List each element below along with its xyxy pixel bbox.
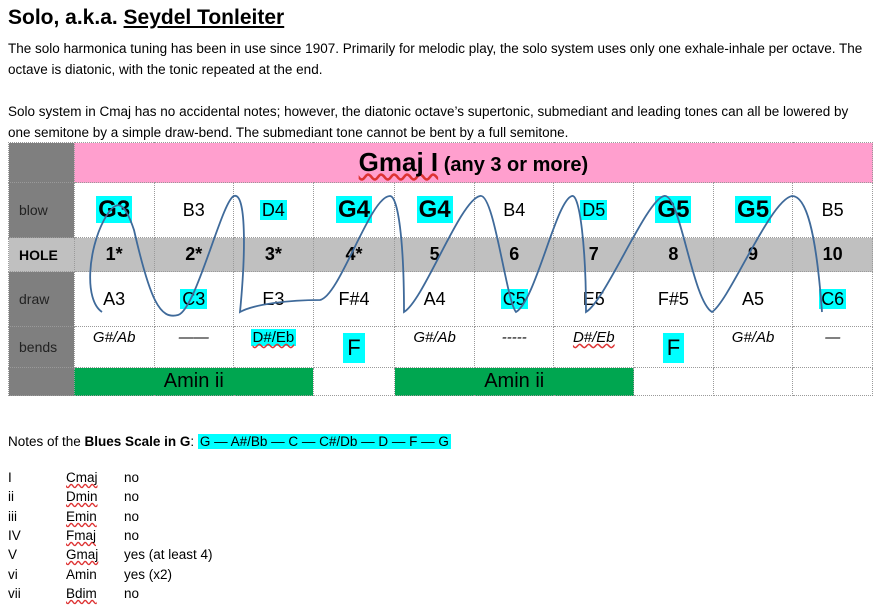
chord-header [74,143,872,183]
hole-cell: 1* [74,238,154,272]
chord-name: Bdim [66,586,97,601]
bend-cell: — [793,327,873,368]
blow-cell: D4 [234,183,314,238]
hole-cell: 6 [474,238,554,272]
bend-cell: F [313,327,395,368]
draw-cell: E5 [554,272,634,327]
bend-paragraph: Solo system in Cmaj has no accidental notes; however, the diatonic octave’s supertonic, submediant and leading tones can all be lowered by one semitone by a simple draw-bend. The submediant tone cannot be bent by a full semitone. [8,104,849,140]
hole-cell: 3* [234,238,314,272]
title-prefix: Solo, a.k.a. [8,6,124,29]
draw-cell: C6 [793,272,873,327]
row-label-hole: HOLE [9,238,75,272]
chord-gap [634,368,714,396]
numeral: I [8,470,12,485]
chord-gap [713,368,793,396]
header-row [9,143,873,183]
blow-cell: B5 [793,183,873,238]
bend-cell: ----- [474,327,554,368]
page-title [8,6,284,30]
chord-result: yes (x2) [124,567,173,582]
blow-cell: G4 [395,183,475,238]
chord-bar: Amin ii [74,368,313,396]
draw-cell: C5 [474,272,554,327]
bend-cell: D#/Eb [234,327,314,368]
blues-scale: G — A#/Bb — C — C#/Db — D — F — G [199,434,449,449]
row-label-draw: draw [9,272,75,327]
hole-cell: 4* [313,238,395,272]
draw-row [9,272,873,327]
draw-cell: F#4 [313,272,395,327]
chord-result: no [124,528,140,543]
blow-cell: G5 [634,183,714,238]
chord-result: no [124,586,140,601]
header-main: Gmaj I [358,147,439,177]
chord-name: Gmaj [66,547,99,562]
hole-row [9,238,873,272]
numeral: iii [8,509,17,524]
draw-cell: F#5 [634,272,714,327]
chord-row-label [9,368,75,396]
intro-paragraph: The solo harmonica tuning has been in use since 1907. Primarily for melodic play, the solo system uses only one exhale-inhale per octave. The octave is diatonic, with the tonic repeated at the end. [8,41,863,77]
title-underlined: Seydel Tonleiter [123,6,285,29]
numeral: ii [8,489,14,504]
blow-cell: D5 [554,183,634,238]
blow-cell: G3 [74,183,154,238]
hole-cell: 10 [793,238,873,272]
blues-scale-line: Notes of the Blues Scale in G: G — A#/Bb — C — C#/Db — D — F — G [8,434,449,449]
harmonica-table [8,142,873,396]
numeral: V [8,547,18,562]
chord-name: Amin [66,567,97,582]
bend-cell: —— [154,327,234,368]
hole-cell: 2* [154,238,234,272]
bend-cell: D#/Eb [554,327,634,368]
chord-gap [793,368,873,396]
numeral: IV [8,528,21,543]
bend-cell: F [634,327,714,368]
draw-cell: E3 [234,272,314,327]
hole-cell: 8 [634,238,714,272]
chord-result: no [124,509,140,524]
numeral: vi [8,567,18,582]
chord-bar: Amin ii [395,368,634,396]
row-label-bends: bends [9,327,75,368]
bend-cell: G#/Ab [713,327,793,368]
draw-cell: C3 [154,272,234,327]
chord-result: no [124,470,140,485]
blow-cell: B4 [474,183,554,238]
blow-cell: B3 [154,183,234,238]
chord-gap [313,368,395,396]
blow-cell: G5 [713,183,793,238]
chord-row [9,368,873,396]
corner-cell [9,143,75,183]
chord-name: Dmin [66,489,98,504]
bend-cell: G#/Ab [395,327,475,368]
chord-name: Cmaj [66,470,98,485]
chord-name: Fmaj [66,528,96,543]
numeral: vii [8,586,21,601]
chord-name: Emin [66,509,97,524]
hole-cell: 5 [395,238,475,272]
draw-cell: A5 [713,272,793,327]
blow-row [9,183,873,238]
chord-result: yes (at least 4) [124,547,213,562]
bends-row [9,327,873,368]
header-sub: (any 3 or more) [438,154,589,176]
draw-cell: A3 [74,272,154,327]
draw-cell: A4 [395,272,475,327]
hole-cell: 7 [554,238,634,272]
chord-result: no [124,489,140,504]
row-label-blow: blow [9,183,75,238]
hole-cell: 9 [713,238,793,272]
blow-cell: G4 [313,183,395,238]
bend-cell: G#/Ab [74,327,154,368]
